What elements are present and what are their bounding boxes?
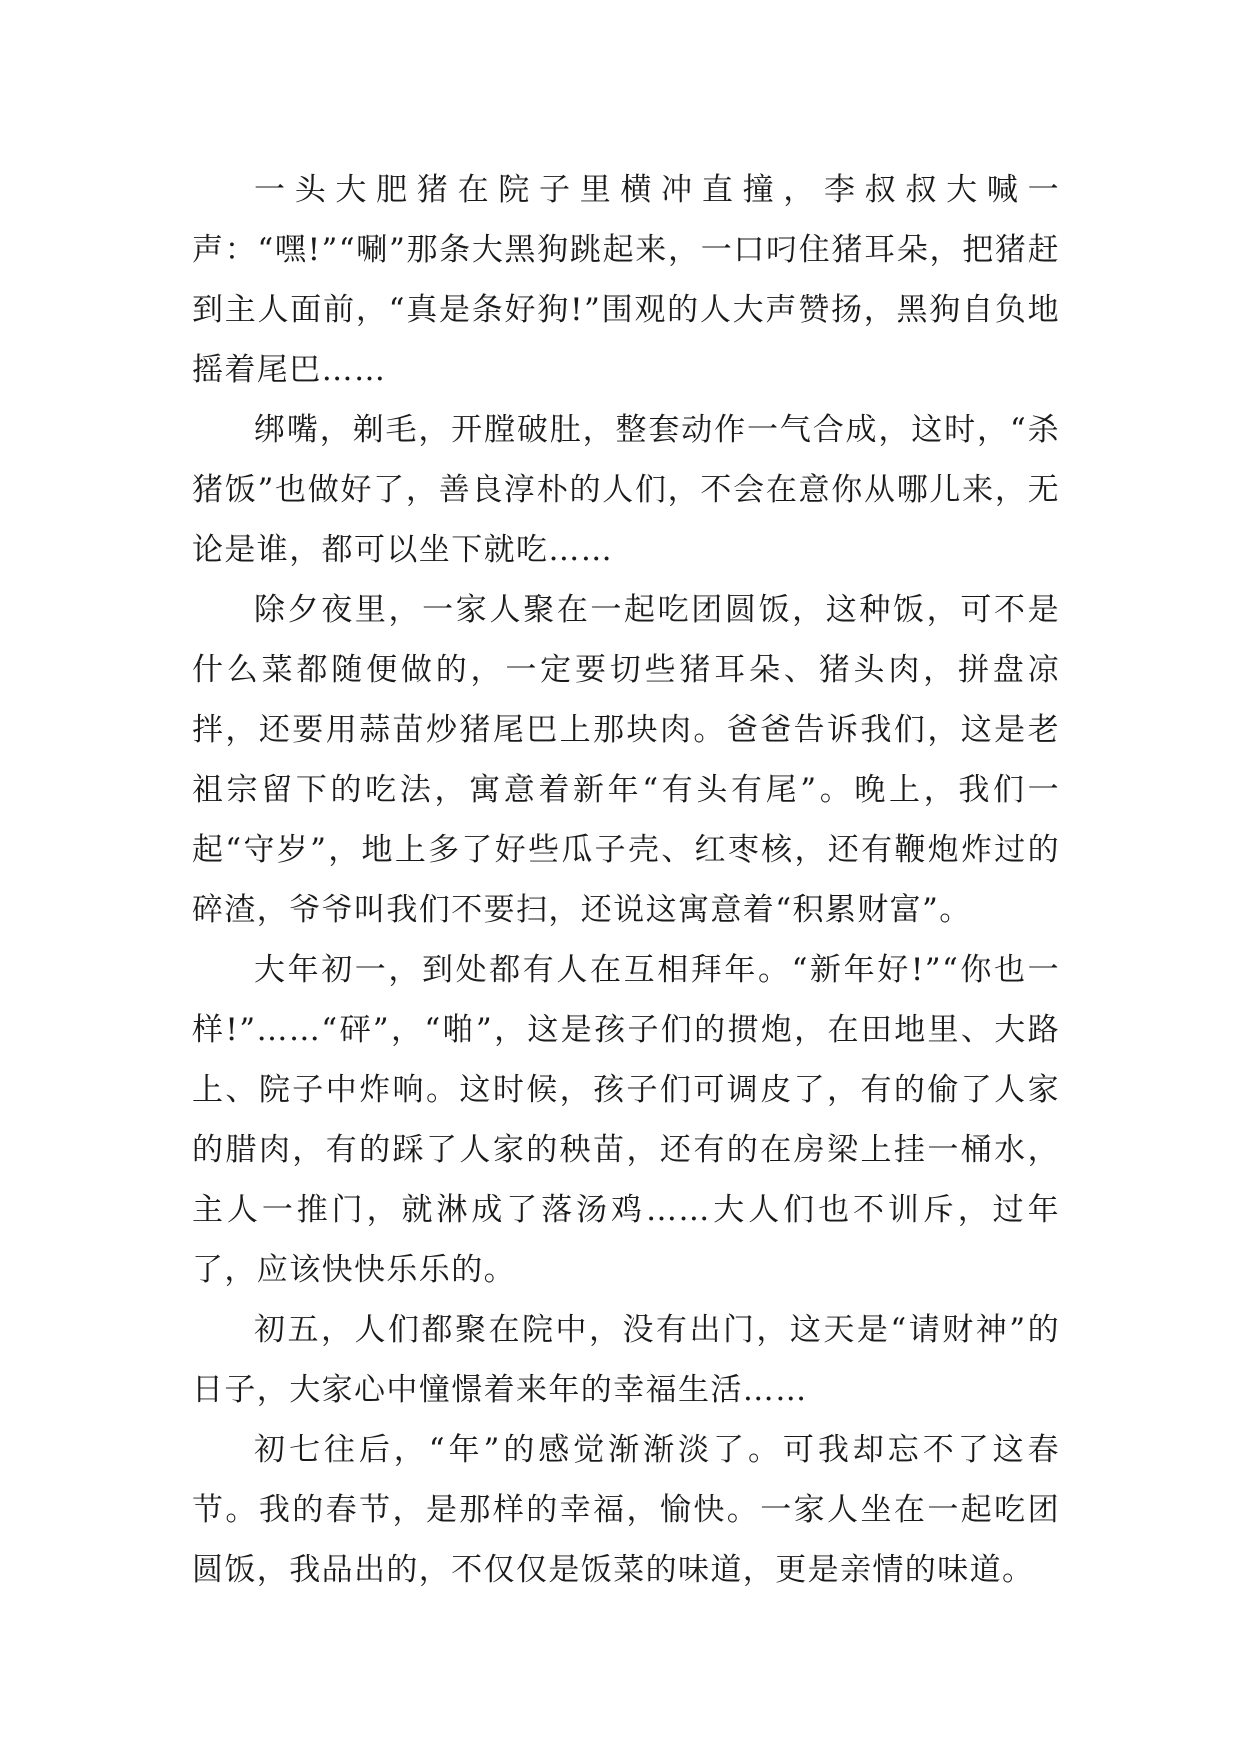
document-body xyxy=(192,160,1060,1600)
paragraph-5: 初五，人们都聚在院中，没有出门，这天是“请财神”的日子，大家心中憧憬着来年的幸福生活…… xyxy=(192,1312,1060,1408)
paragraph-6: 初七往后，“年”的感觉渐渐淡了。可我却忘不了这春节。我的春节，是那样的幸福，愉快。一家人坐在一起吃团圆饭，我品出的，不仅仅是饭菜的味道，更是亲情的味道。 xyxy=(192,1432,1060,1588)
paragraph-2: 绑嘴，剃毛，开膛破肚，整套动作一气合成，这时，“杀猪饭”也做好了，善良淳朴的人们，不会在意你从哪儿来，无论是谁，都可以坐下就吃…… xyxy=(192,412,1060,568)
paragraph-1: 一头大肥猪在院子里横冲直撞，李叔叔大喊一声：“嘿!”“唰”那条大黑狗跳起来，一口叼住猪耳朵，把猪赶到主人面前，“真是条好狗!”围观的人大声赞扬，黑狗自负地摇着尾巴…… xyxy=(192,172,1060,388)
paragraph-4: 大年初一，到处都有人在互相拜年。“新年好!”“你也一样!”……“砰”，“啪”，这是孩子们的掼炮，在田地里、大路上、院子中炸响。这时候，孩子们可调皮了，有的偷了人家的腊肉，有的踩了人家的秧苗，还有的在房梁上挂一桶水，主人一推门，就淋成了落汤鸡……大人们也不训斥，过年了，应该快快乐乐的。 xyxy=(192,952,1060,1288)
paragraph-3: 除夕夜里，一家人聚在一起吃团圆饭，这种饭，可不是什么菜都随便做的，一定要切些猪耳朵、猪头肉，拼盘凉拌，还要用蒜苗炒猪尾巴上那块肉。爸爸告诉我们，这是老祖宗留下的吃法，寓意着新年“有头有尾”。晚上，我们一起“守岁”，地上多了好些瓜子壳、红枣核，还有鞭炮炸过的碎渣，爷爷叫我们不要扫，还说这寓意着“积累财富”。 xyxy=(192,592,1060,928)
